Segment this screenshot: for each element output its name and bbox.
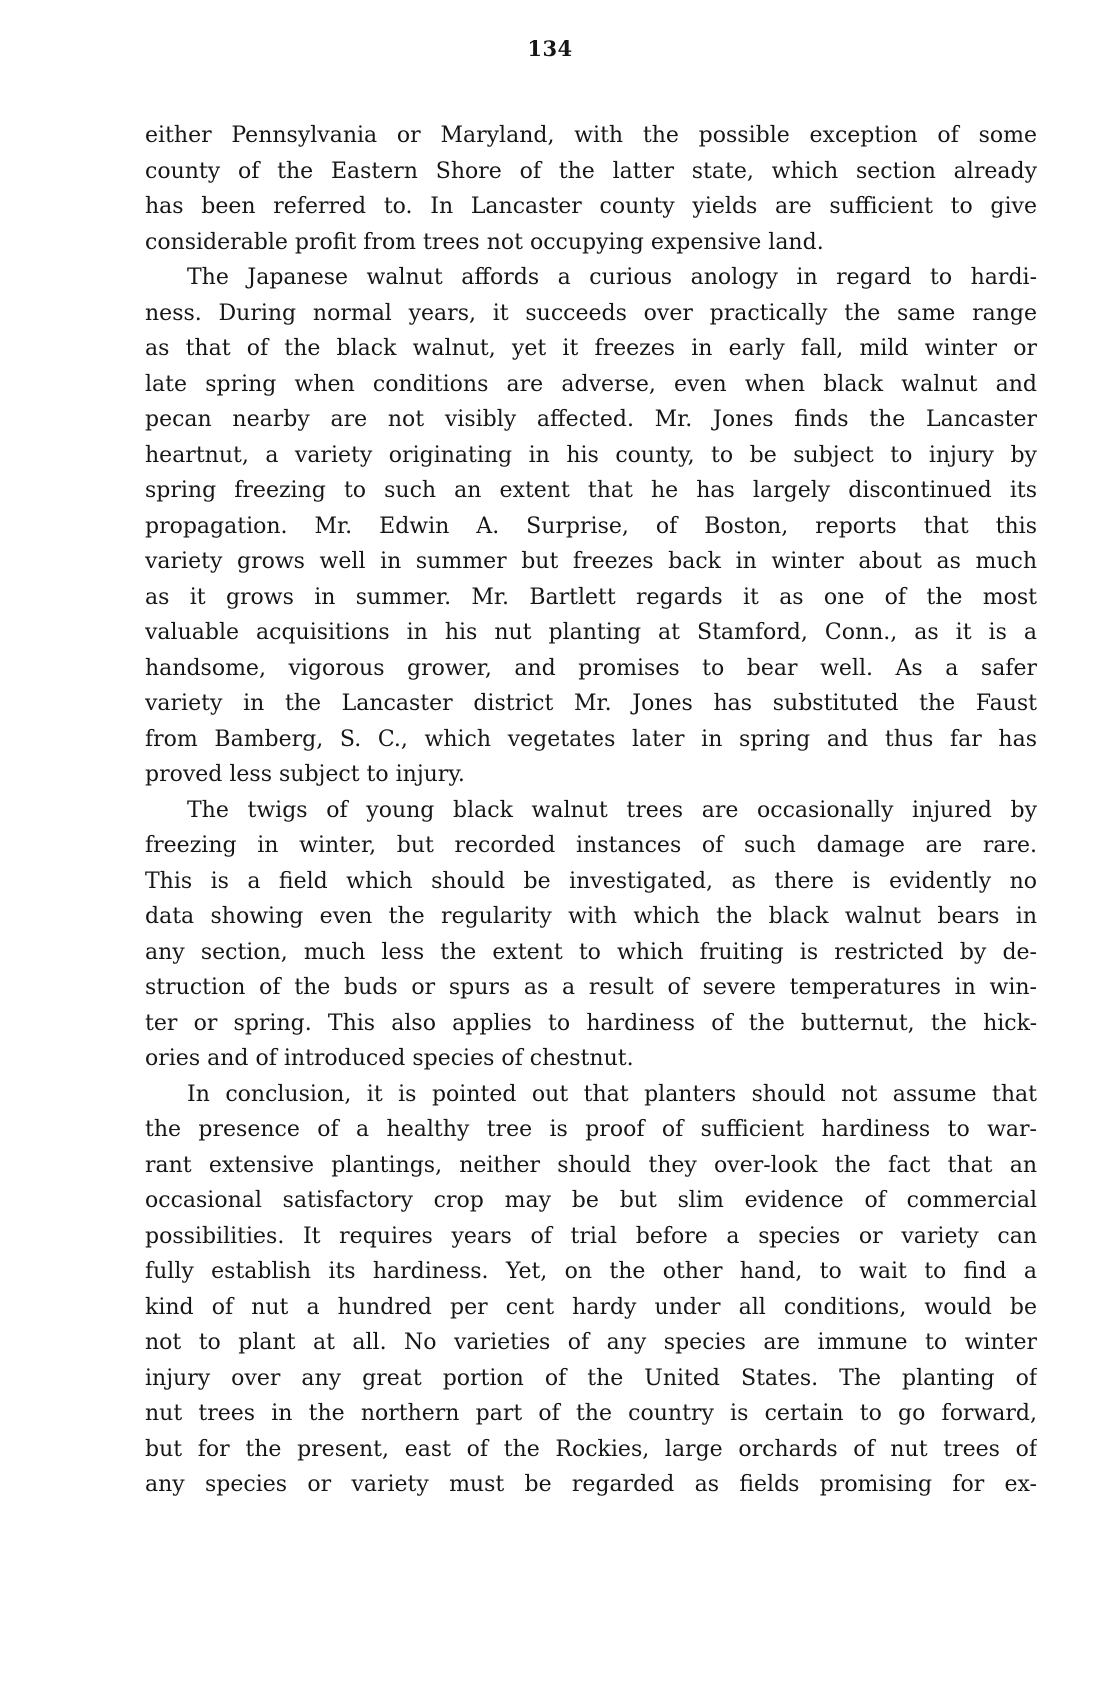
text-line: late spring when conditions are adverse, even when black walnut and <box>145 371 1037 397</box>
text-line: The twigs of young black walnut trees are occasionally injured by <box>187 797 1037 823</box>
page-number: 134 <box>527 36 573 61</box>
text-line: pecan nearby are not visibly affected. Mr. Jones finds the Lancaster <box>145 407 1037 432</box>
text-line: The Japanese walnut affords a curious anology in regard to hardi- <box>187 265 1037 290</box>
text-line: the presence of a healthy tree is proof of sufficient hardiness to war- <box>145 1117 1037 1142</box>
text-line: from Bamberg, S. C., which vegetates later in spring and thus far has <box>145 726 1037 752</box>
text-line: rant extensive plantings, neither should they over-look the fact that an <box>145 1152 1037 1178</box>
text-line: injury over any great portion of the United States. The planting of <box>145 1365 1037 1391</box>
text-line: data showing even the regularity with which the black walnut bears in <box>145 904 1037 929</box>
text-line: propagation. Mr. Edwin A. Surprise, of Boston, reports that this <box>145 513 1037 539</box>
text-line: handsome, vigorous grower, and promises to bear well. As a safer <box>145 655 1037 681</box>
text-line: spring freezing to such an extent that he has largely discontinued its <box>145 478 1037 503</box>
text-line: as that of the black walnut, yet it freezes in early fall, mild winter or <box>145 336 1037 361</box>
text-line: heartnut, a variety originating in his county, to be subject to injury by <box>145 442 1037 468</box>
text-line: valuable acquisitions in his nut planting at Stamford, Conn., as it is a <box>145 620 1037 645</box>
text-line: considerable profit from trees not occupying expensive land. <box>145 229 824 255</box>
text-line: any species or variety must be regarded as fields promising for ex- <box>145 1472 1037 1497</box>
text-line: fully establish its hardiness. Yet, on the other hand, to wait to find a <box>145 1259 1037 1284</box>
text-line: variety in the Lancaster district Mr. Jones has substituted the Faust <box>145 691 1037 716</box>
text-line: has been referred to. In Lancaster county yields are sufficient to give <box>145 194 1037 219</box>
text-line: but for the present, east of the Rockies, large orchards of nut trees of <box>145 1436 1037 1462</box>
text-line: either Pennsylvania or Maryland, with the possible exception of some <box>145 123 1037 148</box>
text-line: ories and of introduced species of chestnut. <box>145 1046 634 1071</box>
text-line: freezing in winter, but recorded instances of such damage are rare. <box>145 833 1037 858</box>
text-line: variety grows well in summer but freezes back in winter about as much <box>145 549 1037 574</box>
text-line: any section, much less the extent to which fruiting is restricted by de- <box>145 939 1037 965</box>
text-line: as it grows in summer. Mr. Bartlett regards it as one of the most <box>145 584 1037 610</box>
text-line: not to plant at all. No varieties of any species are immune to winter <box>145 1330 1037 1355</box>
text-line: occasional satisfactory crop may be but slim evidence of commercial <box>145 1188 1037 1213</box>
text-line: kind of nut a hundred per cent hardy under all conditions, would be <box>145 1294 1037 1320</box>
text-line: In conclusion, it is pointed out that planters should not assume that <box>187 1081 1037 1107</box>
text-line: ter or spring. This also applies to hardiness of the butternut, the hick- <box>145 1010 1037 1036</box>
text-line: possibilities. It requires years of trial before a species or variety can <box>145 1223 1037 1249</box>
body-text <box>145 118 1037 1503</box>
text-line: proved less subject to injury. <box>145 762 465 787</box>
text-line: county of the Eastern Shore of the latter state, which section already <box>145 158 1037 184</box>
text-line: nut trees in the northern part of the country is certain to go forward, <box>145 1401 1037 1426</box>
text-line: struction of the buds or spurs as a result of severe temperatures in win- <box>145 975 1037 1000</box>
text-line: ness. During normal years, it succeeds over practically the same range <box>145 300 1037 326</box>
text-line: This is a field which should be investigated, as there is evidently no <box>145 868 1037 894</box>
